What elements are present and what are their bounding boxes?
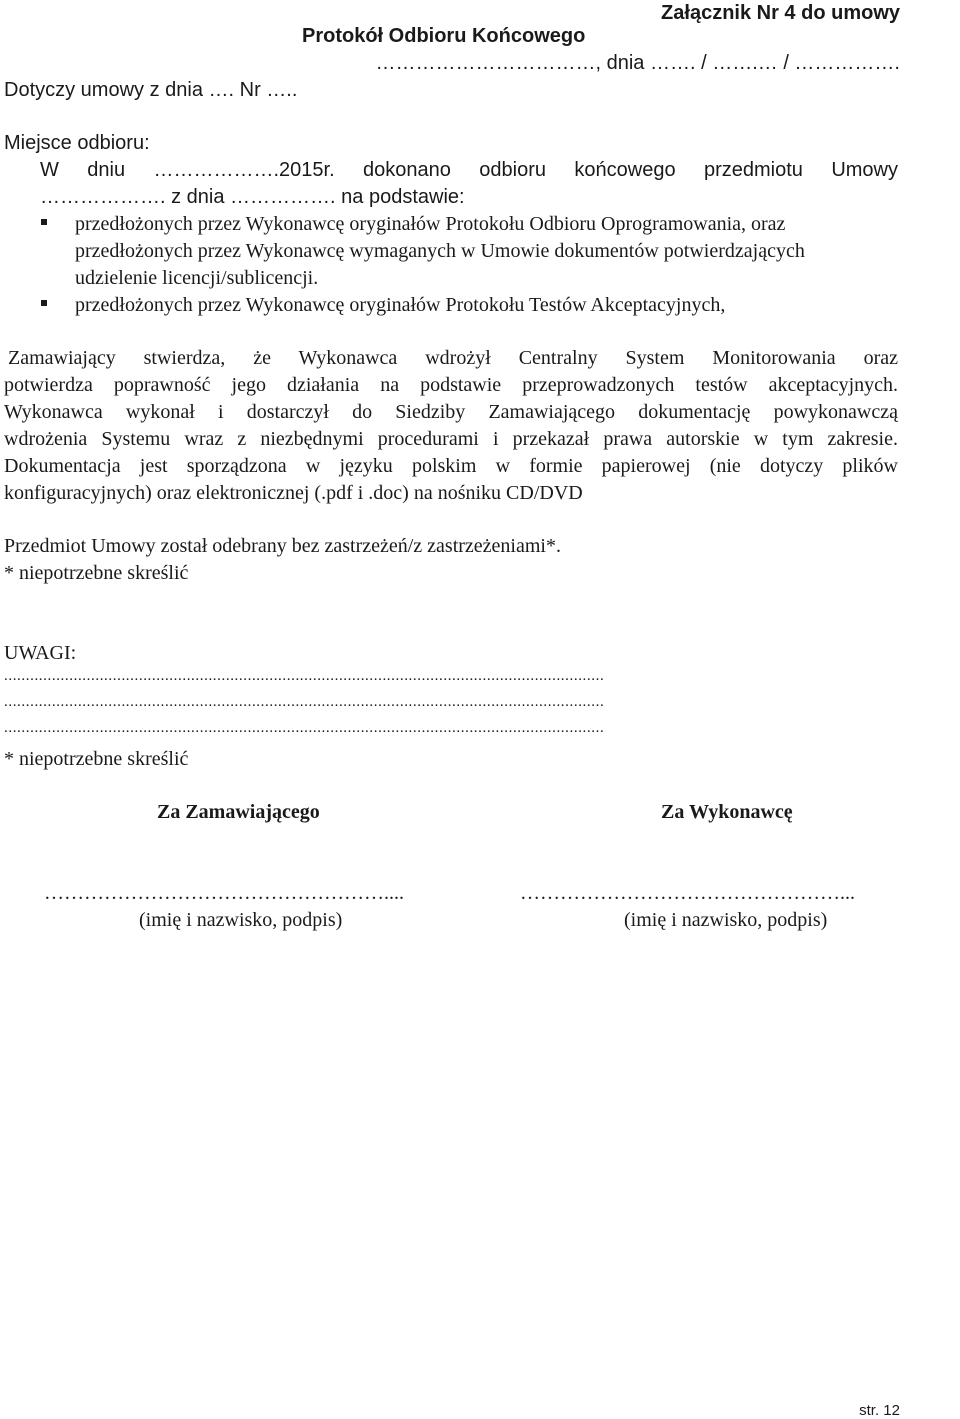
- bullet-1-line-2: przedłożonych przez Wykonawcę wymaganych w Umowie dokumentów potwierdzających: [75, 240, 805, 262]
- page-number: str. 12: [859, 1402, 900, 1419]
- signature-right-title: Za Wykonawcę: [661, 801, 793, 823]
- statement-line-1: Zamawiający stwierdza, że Wykonawca wdrożył Centralny System Monitorowania oraz: [8, 347, 898, 369]
- result-line: Przedmiot Umowy został odebrany bez zastrzeżeń/z zastrzeżeniami*.: [4, 535, 561, 557]
- statement-line-4: wdrożenia Systemu wraz z niezbędnymi procedurami i przekazał prawa autorskie w tym zakresie.: [4, 428, 898, 450]
- statement-line-3: Wykonawca wykonał i dostarczył do Siedziby Zamawiającego dokumentację powykonawczą: [4, 401, 898, 423]
- bullet-2-line-1: przedłożonych przez Wykonawcę oryginałów Protokołu Testów Akceptacyjnych,: [75, 294, 726, 316]
- remarks-line-3: ..........................................................................................................................................: [4, 720, 605, 736]
- result-footnote: * niepotrzebne skreślić: [4, 562, 189, 584]
- remarks-footnote: * niepotrzebne skreślić: [4, 748, 189, 770]
- intro-line-2: ………………. z dnia ……………. na podstawie:: [40, 186, 465, 208]
- remarks-label: UWAGI:: [4, 642, 77, 664]
- bullet-1-line-3: udzielenie licencji/sublicencji.: [75, 267, 319, 289]
- date-line: ……………………………, dnia ……. / …….… / …………….: [375, 52, 900, 74]
- intro-line-1: W dniu ……………….2015r. dokonano odbioru końcowego przedmiotu Umowy: [40, 159, 898, 181]
- signature-left-caption: (imię i nazwisko, podpis): [139, 909, 343, 931]
- statement-line-5: Dokumentacja jest sporządzona w języku polskim w formie papierowej (nie dotyczy plików: [4, 455, 898, 477]
- statement-line-2: potwierdza poprawność jego działania na podstawie przeprowadzonych testów akceptacyjnych.: [4, 374, 898, 396]
- remarks-line-1: ..........................................................................................................................................: [4, 668, 605, 684]
- signature-right-caption: (imię i nazwisko, podpis): [624, 909, 828, 931]
- document-title: Protokół Odbioru Końcowego: [302, 25, 586, 47]
- place-label: Miejsce odbioru:: [4, 132, 150, 154]
- bullet-1-line-1: przedłożonych przez Wykonawcę oryginałów Protokołu Odbioru Oprogramowania, oraz: [75, 213, 786, 235]
- signature-left-title: Za Zamawiającego: [157, 801, 320, 823]
- remarks-line-2: ..........................................................................................................................................: [4, 694, 605, 710]
- statement-line-6: konfiguracyjnych) oraz elektronicznej (.pdf i .doc) na nośniku CD/DVD: [4, 482, 583, 504]
- attachment-label: Załącznik Nr 4 do umowy: [661, 2, 900, 24]
- signature-right-dots: …………………………………………...: [520, 882, 855, 904]
- contract-reference: Dotyczy umowy z dnia …. Nr …..: [4, 79, 298, 101]
- bullet-marker-1: [41, 219, 47, 225]
- signature-left-dots: ……………………………………………....: [44, 882, 404, 904]
- bullet-marker-2: [41, 300, 47, 306]
